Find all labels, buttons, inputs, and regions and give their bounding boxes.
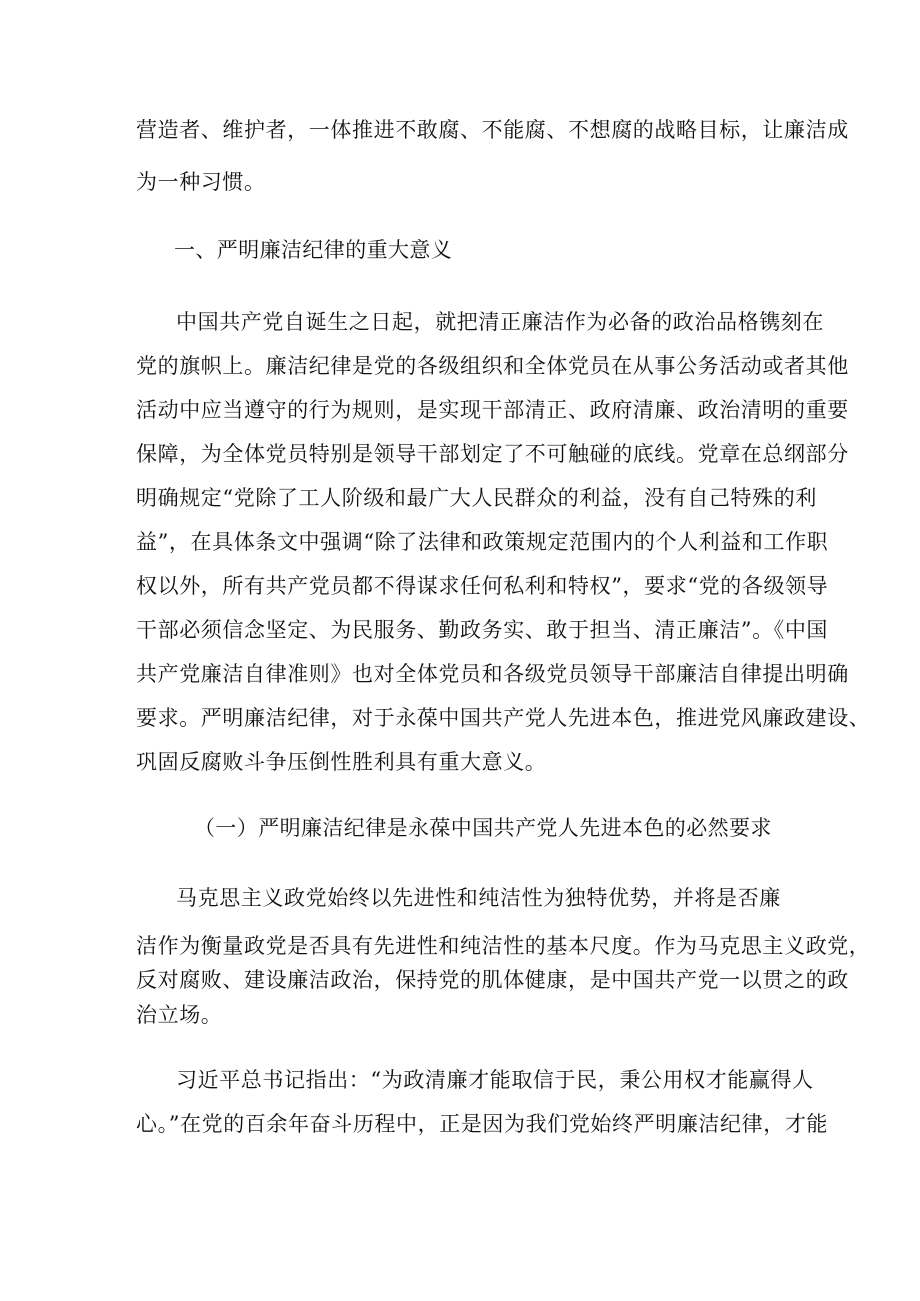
paragraph-line: 共产党廉洁自律准则》也对全体党员和各级党员领导干部廉洁自律提出明确: [136, 662, 849, 686]
paragraph-line: 中国共产党自诞生之日起，就把清正廉洁作为必备的政治品格镌刻在: [176, 310, 824, 334]
section-heading: 一、严明廉洁纪律的重大意义: [174, 238, 453, 262]
paragraph-line: 心。”在党的百余年奋斗历程中，正是因为我们党始终严明廉洁纪律，才能: [136, 1112, 829, 1136]
paragraph-line: 保障，为全体党员特别是领导干部划定了不可触碰的底线。党章在总纲部分: [136, 442, 849, 466]
paragraph-line: 明确规定“党除了工人阶级和最广大人民群众的利益，没有自己特殊的利: [136, 486, 817, 510]
paragraph-line: 为一种习惯。: [136, 170, 266, 194]
subsection-heading: （一）严明廉洁纪律是永葆中国共产党人先进本色的必然要求: [194, 816, 772, 840]
paragraph-line: 要求。严明廉洁纪律，对于永葆中国共产党人先进本色，推进党风廉政建设、: [136, 706, 871, 730]
paragraph-line: 习近平总书记指出：“为政清廉才能取信于民，秉公用权才能赢得人: [176, 1068, 814, 1092]
paragraph-line: 巩固反腐败斗争压倒性胜利具有重大意义。: [136, 750, 547, 774]
paragraph-line: 反对腐败、建设廉洁政治，保持党的肌体健康，是中国共产党一以贯之的政: [136, 968, 849, 992]
paragraph-line: 马克思主义政党始终以先进性和纯洁性为独特优势，并将是否廉: [176, 886, 781, 910]
paragraph-line: 权以外，所有共产党员都不得谋求任何私利和特权”，要求“党的各级领导: [136, 574, 829, 598]
paragraph-line: 活动中应当遵守的行为规则，是实现干部清正、政府清廉、政治清明的重要: [136, 398, 849, 422]
paragraph-line: 益”，在具体条文中强调“除了法律和政策规定范围内的个人利益和工作职: [136, 530, 829, 554]
paragraph-line: 治立场。: [136, 1003, 223, 1027]
paragraph-line: 营造者、维护者，一体推进不敢腐、不能腐、不想腐的战略目标，让廉洁成: [136, 118, 849, 142]
paragraph-line: 党的旗帜上。廉洁纪律是党的各级组织和全体党员在从事公务活动或者其他: [136, 354, 849, 378]
paragraph-line: 干部必须信念坚定、为民服务、勤政务实、敢于担当、清正廉洁”。《中国: [136, 618, 829, 642]
paragraph-line: 洁作为衡量政党是否具有先进性和纯洁性的基本尺度。作为马克思主义政党，: [136, 934, 871, 958]
